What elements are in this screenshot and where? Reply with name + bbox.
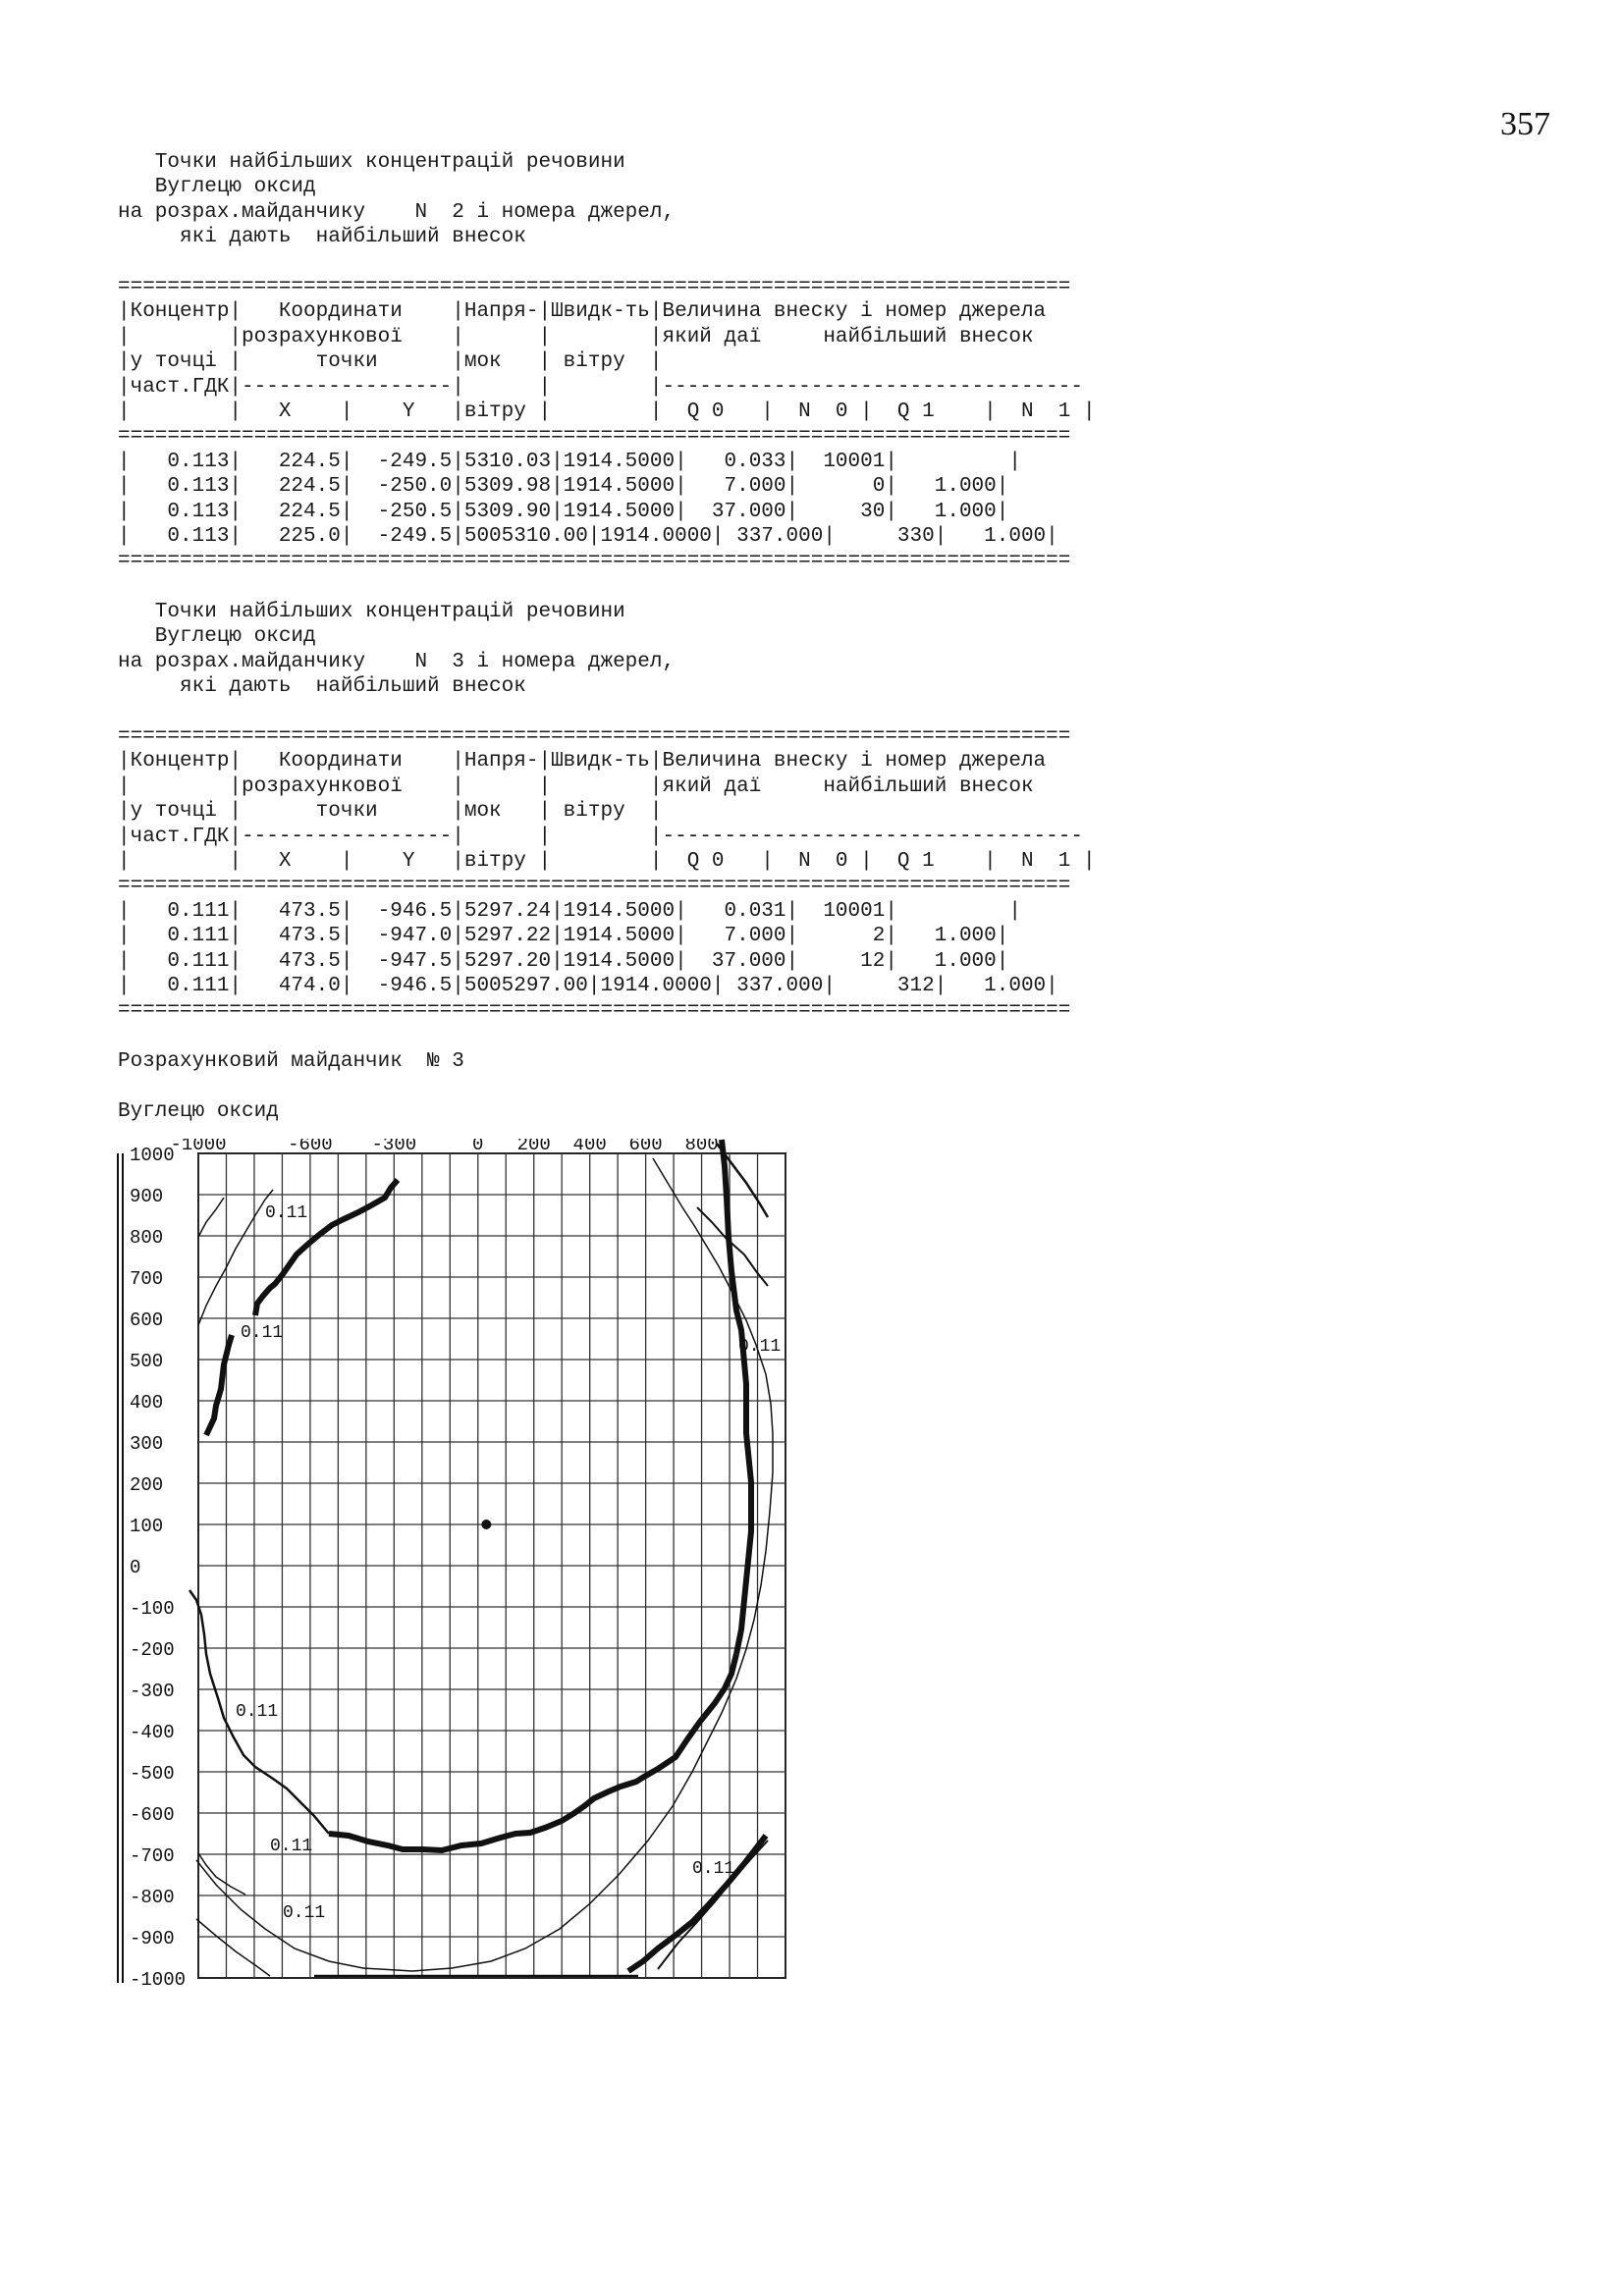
table-row: =============================================================================	[118, 550, 1071, 573]
table-row: | 0.113| 224.5| -250.5|5309.90|1914.5000| 37.000| 30| 1.000|	[118, 500, 1009, 523]
heading-line: які дають найбільший внесок	[118, 675, 526, 699]
y-tick-label: 500	[130, 1351, 164, 1372]
x-tick-label: 0	[472, 1139, 484, 1155]
contour-label: 0.11	[283, 1903, 326, 1923]
x-tick-label: 400	[572, 1139, 607, 1155]
y-tick-label: -800	[130, 1887, 175, 1908]
contour-label: 0.11	[738, 1337, 782, 1357]
table-row: | | X | Y |вітру | | Q 0 | N 0 | Q 1 | N 1 |	[118, 850, 1096, 874]
table-row: | 0.113| 224.5| -250.0|5309.98|1914.5000| 7.000| 0| 1.000|	[118, 475, 1009, 499]
y-tick-label: -1000	[130, 1969, 187, 1991]
table-row: |у точці | точки |мок | вітру |	[118, 350, 663, 374]
y-tick-labels	[130, 1145, 186, 1991]
contour-thick	[628, 1836, 766, 1971]
y-tick-label: 1000	[130, 1145, 175, 1166]
x-tick-label: 800	[684, 1139, 719, 1155]
section1-heading	[118, 150, 675, 250]
table-row: | 0.113| 224.5| -249.5|5310.03|1914.5000| 0.033| 10001| |	[118, 450, 1021, 473]
y-tick-label: 200	[130, 1474, 164, 1496]
y-tick-label: 400	[130, 1392, 164, 1414]
section2-heading	[118, 600, 675, 700]
table-row: | 0.111| 474.0| -946.5|5005297.00|1914.0000| 337.000| 312| 1.000|	[118, 975, 1058, 998]
substance-label: Вуглецю оксид	[118, 1100, 279, 1123]
contour-label: 0.11	[265, 1203, 308, 1223]
contour-label: 0.11	[236, 1702, 279, 1722]
y-tick-label: -300	[130, 1681, 175, 1702]
page-number: 357	[1500, 106, 1550, 142]
table-row: | 0.113| 225.0| -249.5|5005310.00|1914.0000| 337.000| 330| 1.000|	[118, 525, 1058, 549]
table-row: | 0.111| 473.5| -946.5|5297.24|1914.5000| 0.031| 10001| |	[118, 899, 1021, 923]
table-row: | 0.111| 473.5| -947.5|5297.20|1914.5000| 37.000| 12| 1.000|	[118, 949, 1009, 973]
y-tick-label: -100	[130, 1598, 175, 1620]
table-row: =============================================================================	[118, 425, 1071, 449]
x-tick-label: -600	[288, 1139, 333, 1155]
heading-line: Точки найбільших концентрацій речовини	[118, 151, 625, 174]
y-tick-label: 600	[130, 1309, 164, 1331]
table-row: | | X | Y |вітру | | Q 0 | N 0 | Q 1 | N 1 |	[118, 400, 1096, 424]
contour-thick	[722, 1140, 751, 1654]
table-row: =============================================================================	[118, 999, 1071, 1023]
section2-table	[118, 724, 1096, 1024]
contour-thin	[198, 1190, 273, 1325]
heading-line: Вуглецю оксид	[118, 176, 316, 199]
table-row: =============================================================================	[118, 725, 1071, 748]
y-tick-label: -400	[130, 1722, 175, 1743]
contour-label: 0.11	[270, 1837, 313, 1856]
y-tick-label: 100	[130, 1516, 164, 1537]
contour-label: 0.11	[241, 1323, 284, 1343]
y-tick-label: 700	[130, 1268, 164, 1290]
y-tick-label: -200	[130, 1639, 175, 1661]
heading-line: на розрах.майданчику N 3 і номера джерел,	[118, 650, 676, 673]
section1-table	[118, 275, 1096, 574]
table-row: |Концентр| Координати |Напря-|Швидк-ть|Величина внеску і номер джерела	[118, 300, 1047, 324]
table-row: |Концентр| Координати |Напря-|Швидк-ть|Величина внеску і номер джерела	[118, 750, 1047, 774]
contour-value-labels	[236, 1203, 781, 1923]
y-tick-label: -600	[130, 1804, 175, 1826]
table-row: |част.ГДК|-----------------| | |----------------------------------	[118, 375, 1083, 399]
y-tick-label: 0	[130, 1557, 141, 1578]
heading-line: Точки найбільших концентрацій речовини	[118, 601, 625, 623]
heading-line: на розрах.майданчику N 2 і номера джерел,	[118, 200, 676, 224]
site-title: Розрахунковий майданчик № 3	[118, 1050, 464, 1073]
y-tick-label: 300	[130, 1433, 164, 1455]
concentration-contour-plot	[108, 1139, 795, 1993]
x-tick-label: 600	[628, 1139, 663, 1155]
y-tick-label: -700	[130, 1845, 175, 1867]
table-row: | |розрахункової | | |який даї найбільший внесок	[118, 774, 1034, 798]
table-row: | 0.111| 473.5| -947.0|5297.22|1914.5000| 7.000| 2| 1.000|	[118, 925, 1009, 948]
contour-thin	[198, 1853, 245, 1895]
x-tick-label: -1000	[170, 1139, 227, 1155]
table-row: |у точці | точки |мок | вітру |	[118, 800, 663, 824]
x-tick-label: -300	[371, 1139, 417, 1155]
contour-thin	[196, 1919, 270, 1976]
contour-label: 0.11	[692, 1859, 735, 1879]
y-tick-label: -900	[130, 1928, 175, 1949]
heading-line: які дають найбільший внесок	[118, 226, 526, 249]
table-row: =============================================================================	[118, 276, 1071, 298]
table-row: | |розрахункової | | |який даї найбільший внесок	[118, 325, 1034, 348]
x-tick-label: 200	[516, 1139, 551, 1155]
contour-thin	[198, 1198, 224, 1237]
heading-line: Вуглецю оксид	[118, 625, 316, 649]
contour-thick	[329, 1654, 736, 1850]
table-row: =============================================================================	[118, 875, 1071, 898]
y-tick-label: 900	[130, 1186, 164, 1207]
y-tick-label: 800	[130, 1227, 164, 1249]
emission-source-marker	[481, 1520, 491, 1529]
table-row: |част.ГДК|-----------------| | |----------------------------------	[118, 825, 1083, 848]
y-tick-label: -500	[130, 1763, 175, 1785]
